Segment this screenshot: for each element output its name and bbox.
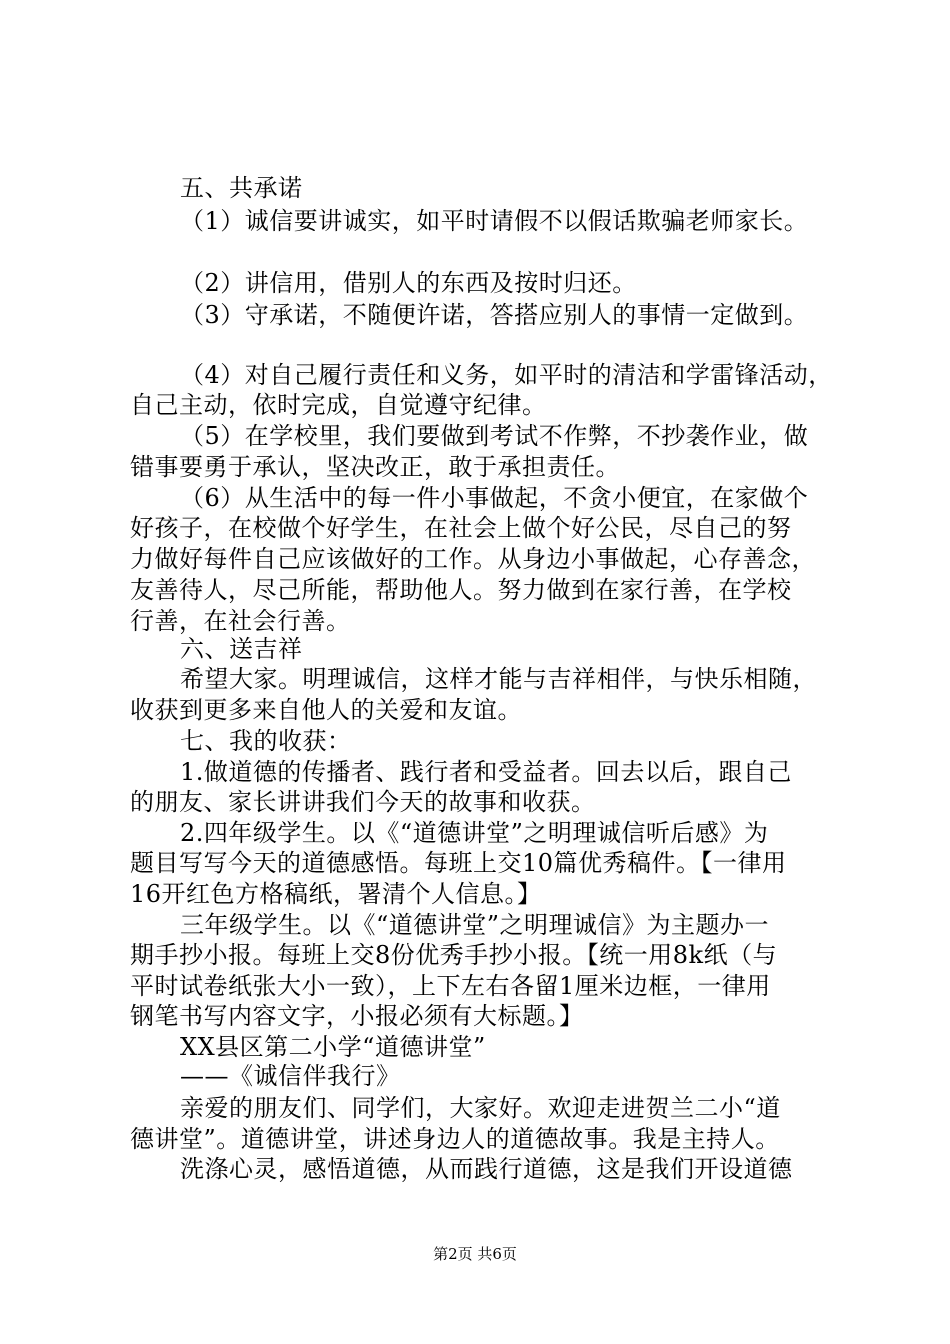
paragraph-line: 钢笔书写内容文字，小报必须有大标题。】 [130,1002,584,1030]
paragraph-line: （3）守承诺，不随便许诺，答搭应别人的事情一定做到。 [180,301,809,329]
paragraph-line: 错事要勇于承认，坚决改正，敢于承担责任。 [130,453,620,481]
paragraph-line: 行善，在社会行善。 [130,607,351,635]
paragraph-line: （4）对自己履行责任和义务，如平时的清洁和学雷锋活动， [180,361,833,389]
heading-section-5: 五、共承诺 [180,174,303,202]
paragraph-line: 力做好每件自己应该做好的工作。从身边小事做起，心存善念， [130,545,816,573]
paragraph-line: 三年级学生。以《“道德讲堂”之明理诚信》为主题办一 [180,911,770,939]
section-subtitle: ——《诚信伴我行》 [180,1062,401,1090]
paragraph-line: 收获到更多来自他人的关爱和友谊。 [130,696,522,724]
paragraph-line: （1）诚信要讲诚实，如平时请假不以假话欺骗老师家长。 [180,207,809,235]
paragraph-line: 好孩子，在校做个好学生，在社会上做个好公民，尽自己的努 [130,514,792,542]
paragraph-line: （2）讲信用，借别人的东西及按时归还。 [180,269,637,297]
paragraph-line: 题目写写今天的道德感悟。每班上交10篇优秀稿件。【一律用 [130,849,787,877]
heading-section-7: 七、我的收获： [180,727,352,755]
paragraph-line: 亲爱的朋友们、同学们，大家好。欢迎走进贺兰二小“道 [180,1094,781,1122]
paragraph-line: 希望大家。明理诚信，这样才能与吉祥相伴，与快乐相随， [180,665,817,693]
paragraph-line: 16开红色方格稿纸，署清个人信息。】 [130,880,542,908]
paragraph-line: 1.做道德的传播者、践行者和受益者。回去以后，跟自己 [180,758,792,786]
paragraph-line: （5）在学校里，我们要做到考试不作弊，不抄袭作业，做 [180,422,809,450]
paragraph-line: 自己主动，依时完成，自觉遵守纪律。 [130,391,547,419]
paragraph-line: 2.四年级学生。以《“道德讲堂”之明理诚信听后感》为 [180,819,769,847]
paragraph-line: 友善待人，尽己所能，帮助他人。努力做到在家行善，在学校 [130,576,792,604]
paragraph-line: 的朋友、家长讲讲我们今天的故事和收获。 [130,788,596,816]
paragraph-line: 平时试卷纸张大小一致），上下左右各留1厘米边框，一律用 [130,972,771,1000]
paragraph-line: 期手抄小报。每班上交8份优秀手抄小报。【统一用8k纸（与 [130,941,778,969]
paragraph-line: （6）从生活中的每一件小事做起，不贪小便宜，在家做个 [180,484,809,512]
paragraph-line: 洗涤心灵，感悟道德，从而践行道德，这是我们开设道德 [180,1155,793,1183]
paragraph-line: 德讲堂”。道德讲堂，讲述身边人的道德故事。我是主持人。 [130,1125,780,1153]
page-number-footer: 第2页 共6页 [433,1245,517,1263]
section-title: XX县区第二小学“道德讲堂” [180,1033,486,1061]
heading-section-6: 六、送吉祥 [180,635,303,663]
